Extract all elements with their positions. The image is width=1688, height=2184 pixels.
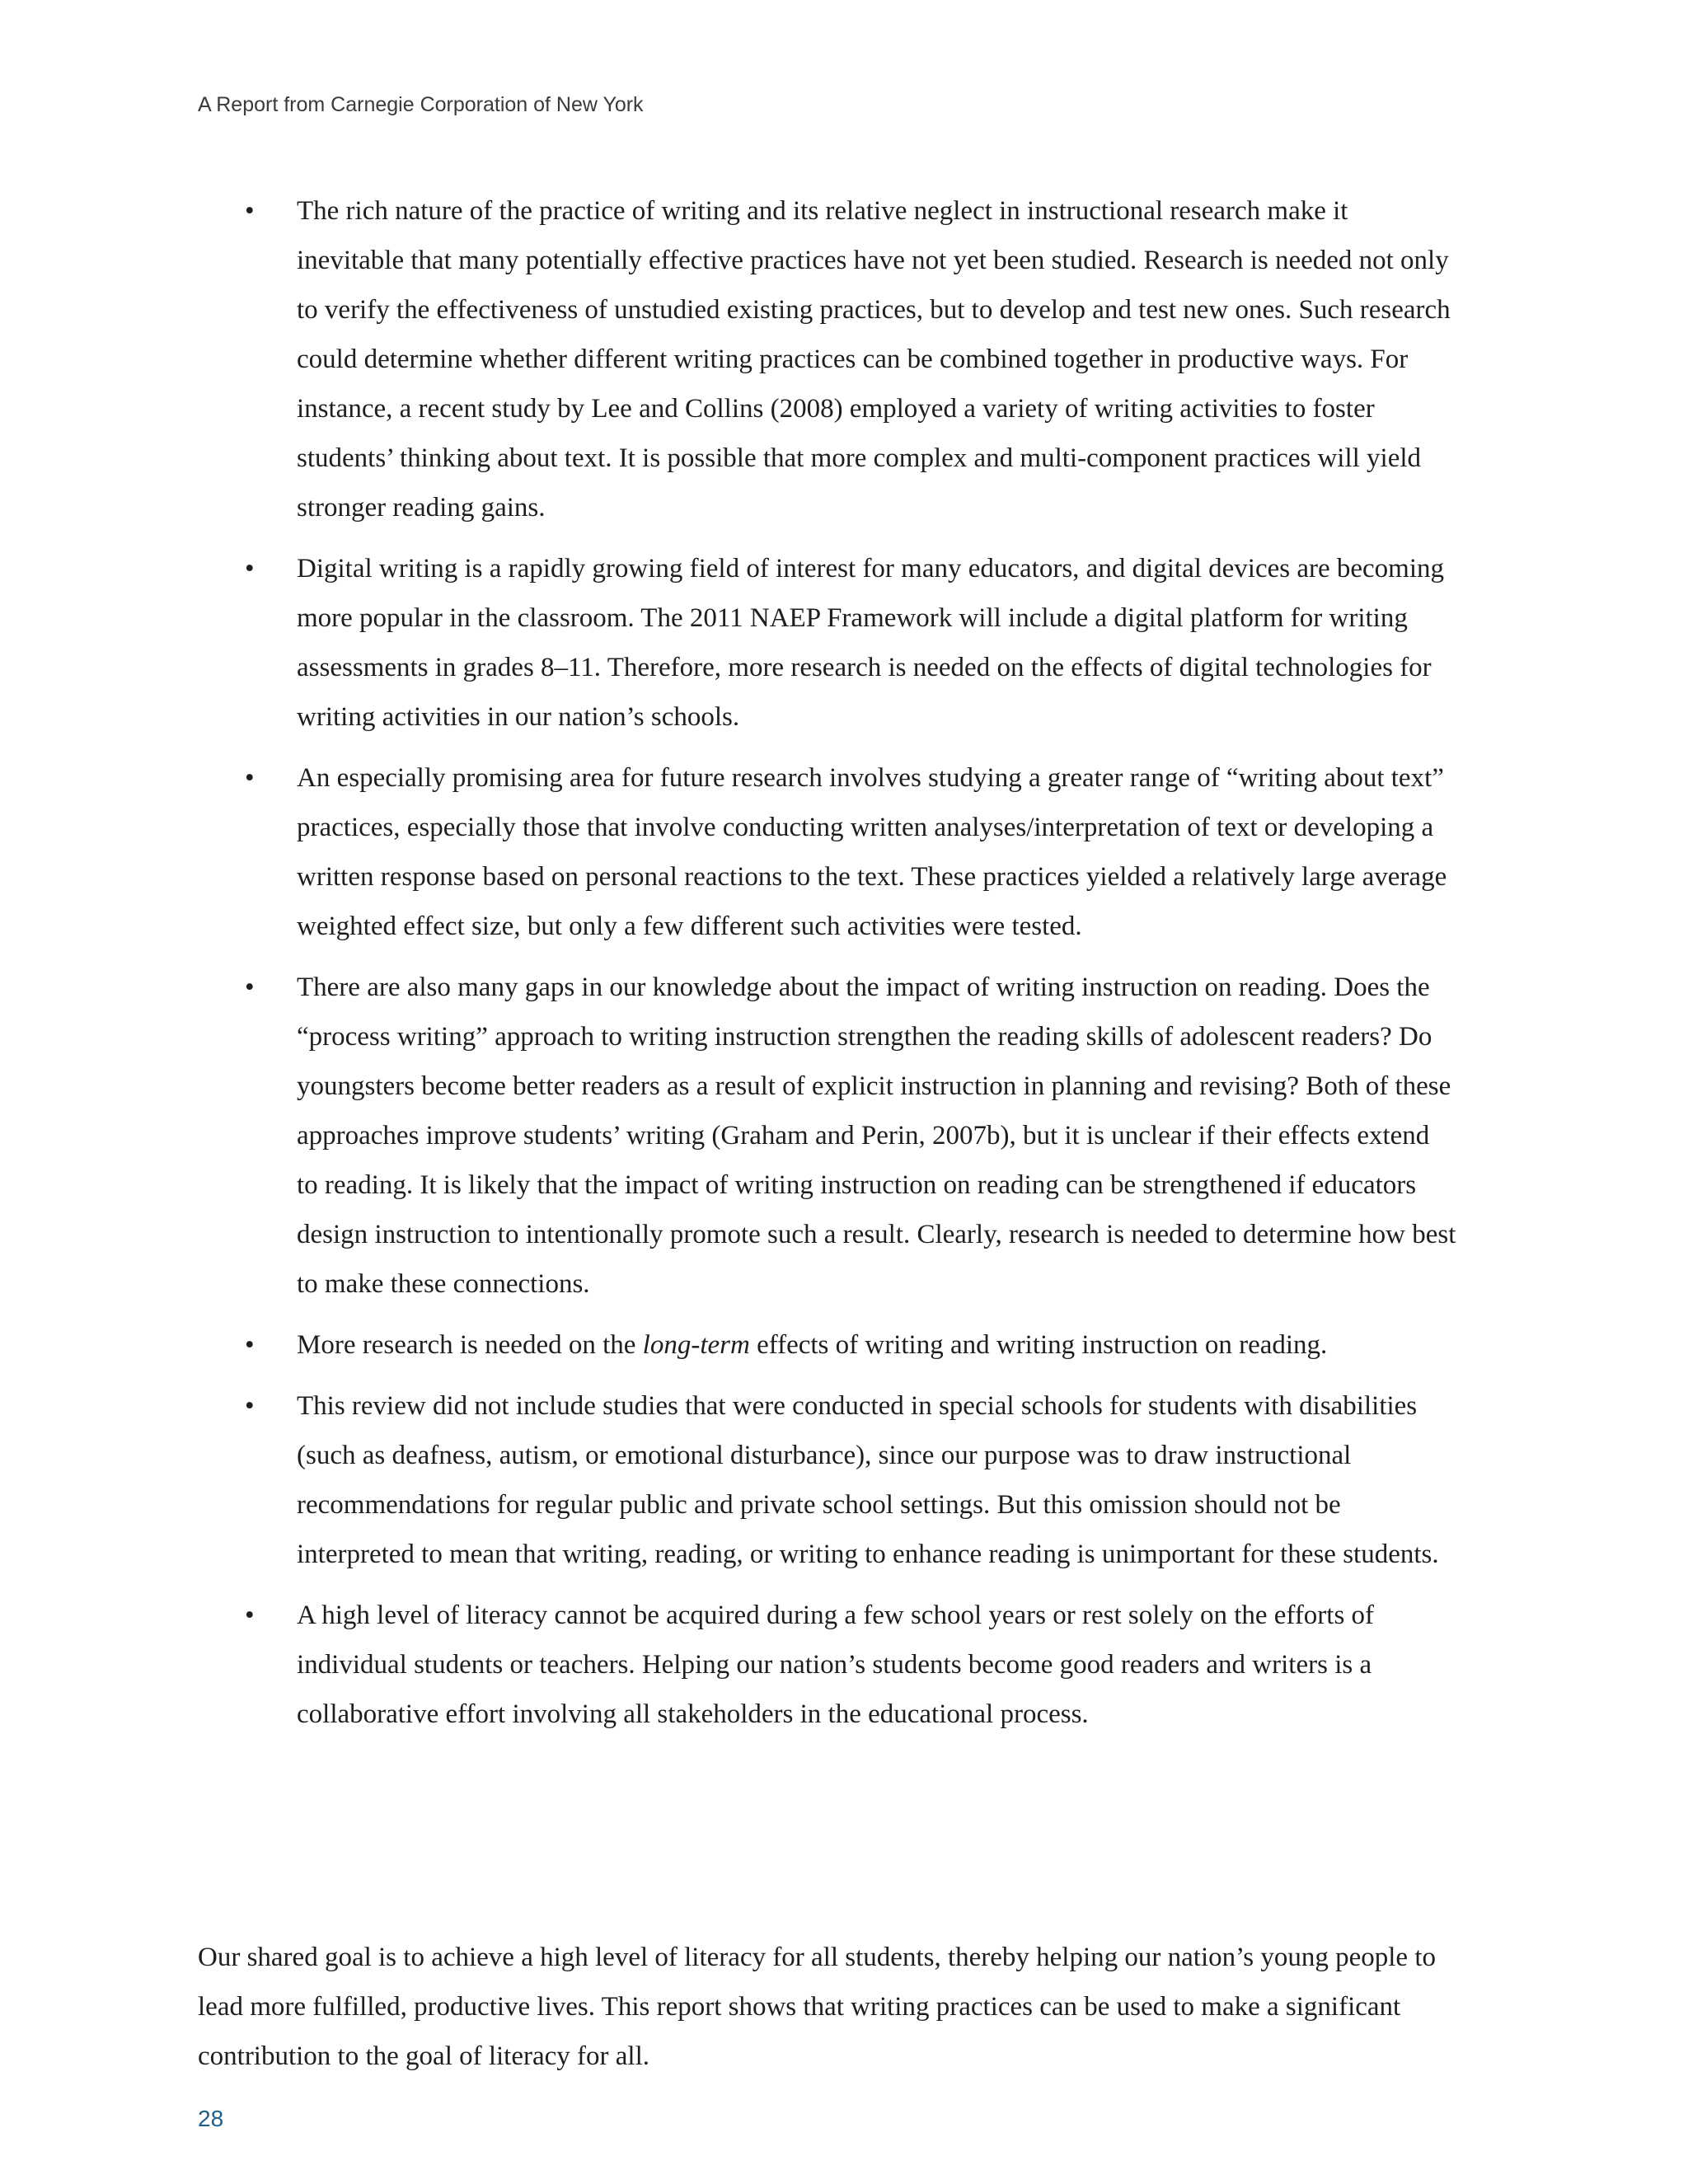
list-item-text (297, 1320, 1456, 1370)
list-item (245, 1381, 1456, 1579)
page-number: 28 (198, 2106, 224, 2131)
list-item-text: A high level of literacy cannot be acquired during a few school years or rest solely on the efforts of individual students or teachers. Helping our nation’s students become good readers and writers is a collaborative effort involving all stakeholders in the educational process. (297, 1601, 1375, 1729)
list-item (245, 1320, 1456, 1370)
list-item-text: Digital writing is a rapidly growing field of interest for many educators, and digital devices are becoming more popular in the classroom. The 2011 NAEP Framework will include a digital platform for writing assessments in grades 8–11. Therefore, more research is needed on the effects of digital technologies for writing activities in our nation’s schools. (297, 554, 1445, 732)
list-item (245, 963, 1456, 1309)
list-item (245, 1591, 1456, 1739)
bullet-icon: • (245, 1601, 255, 1630)
list-item-text: There are also many gaps in our knowledge about the impact of writing instruction on reading. Does the “process writing” approach to writing instruction strengthen the reading skills of adolescent readers? Do youngsters become better readers as a result of explicit instruction in planning and revising? Both of these approaches improve students’ writing (Graham and Perin, 2007b), but it is unclear if their effects extend to reading. It is likely that the impact of writing instruction on reading can be strengthened if educators design instruction to intentionally promote such a result. Clearly, research is needed to determine how best to make these connections. (297, 972, 1456, 1299)
bullet-icon: • (245, 972, 255, 1002)
bullet-icon: • (245, 1391, 255, 1421)
list-item-text: An especially promising area for future research involves studying a greater range of “writing about text” practices, especially those that involve conducting written analyses/interpretation of text or developing a written response based on personal reactions to the text. These practices yielded a relatively large average weighted effect size, but only a few different such activities were tested. (297, 763, 1447, 941)
bullet-icon: • (245, 196, 255, 226)
list-item (245, 544, 1456, 742)
text-segment: More research is needed on the (297, 1330, 643, 1360)
list-item (245, 753, 1456, 951)
text-segment: effects of writing and writing instruction on reading. (749, 1330, 1328, 1360)
running-header: A Report from Carnegie Corporation of New York (198, 93, 644, 116)
bullet-icon: • (245, 1330, 255, 1360)
closing-paragraph: Our shared goal is to achieve a high level of literacy for all students, thereby helping our nation’s young people to lead more fulfilled, productive lives. This report shows that writing practices can be used to make a significant contribution to the goal of literacy for all. (198, 1943, 1436, 2071)
recommendations-list (245, 186, 1456, 1750)
list-item-text: This review did not include studies that were conducted in special schools for students with disabilities (such as deafness, autism, or emotional disturbance), since our purpose was to draw instructional recommendations for regular public and private school settings. But this omission should not be interpreted to mean that writing, reading, or writing to enhance reading is unimportant for these students. (297, 1391, 1439, 1569)
bullet-icon: • (245, 554, 255, 583)
bullet-icon: • (245, 763, 255, 793)
list-item (245, 186, 1456, 532)
list-item-text: The rich nature of the practice of writing and its relative neglect in instructional research make it inevitable that many potentially effective practices have not yet been studied. Research is needed not only to verify the effectiveness of unstudied existing practices, but to develop and test new ones. Such research could determine whether different writing practices can be combined together in productive ways. For instance, a recent study by Lee and Collins (2008) employed a variety of writing activities to foster students’ thinking about text. It is possible that more complex and multi-component practices will yield stronger reading gains. (297, 196, 1451, 523)
emphasis-text: long-term (642, 1330, 750, 1360)
